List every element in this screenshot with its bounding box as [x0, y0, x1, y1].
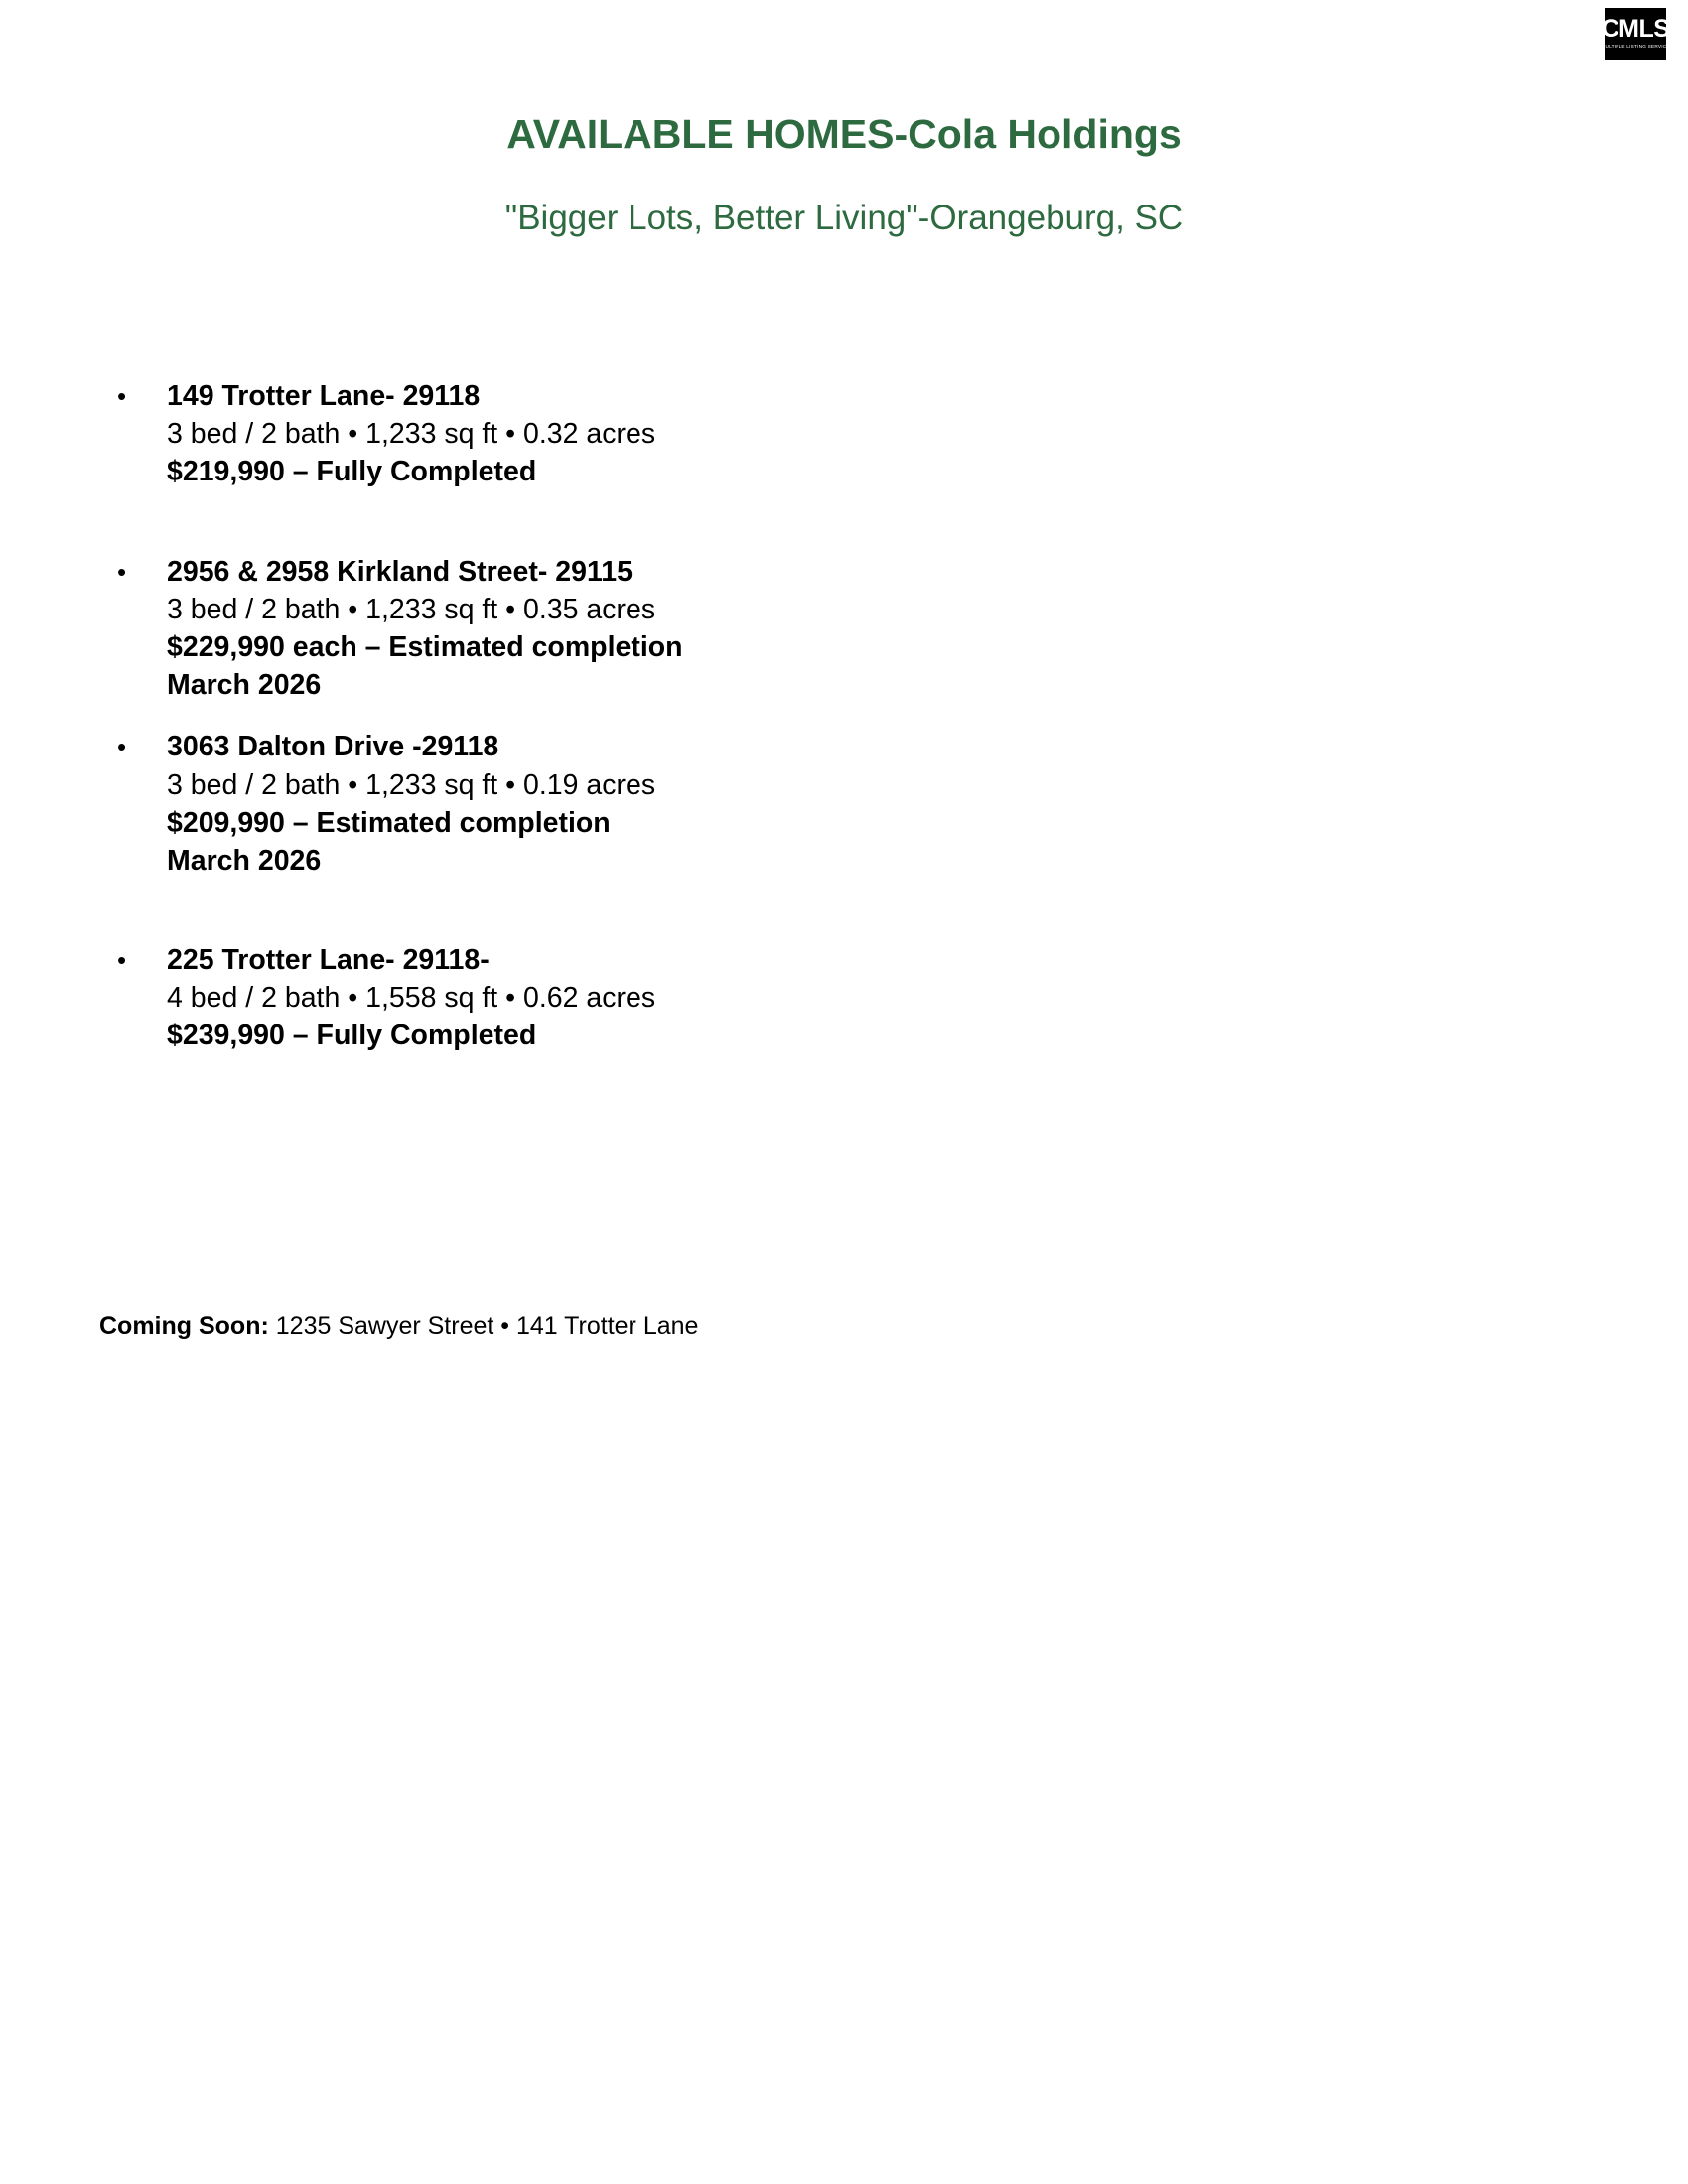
listing-completion-date: March 2026 [167, 844, 322, 877]
page-title: AVAILABLE HOMES-Cola Holdings [506, 111, 1182, 157]
listing-specs: 4 bed / 2 bath • 1,558 sq ft • 0.62 acres [167, 982, 656, 1015]
cmls-logo-subtext: MULTIPLE LISTING SERVICE [1601, 44, 1670, 50]
list-item [109, 553, 1301, 705]
page-subtitle: "Bigger Lots, Better Living"-Orangeburg, SC [504, 199, 1184, 237]
listing-specs: 3 bed / 2 bath • 1,233 sq ft • 0.19 acres [167, 768, 656, 801]
coming-soon-value: 1235 Sawyer Street • 141 Trotter Lane [268, 1312, 699, 1340]
cmls-logo [1601, 8, 1670, 60]
listing-price: $229,990 each – Estimated completion [167, 630, 683, 663]
listing-address: 149 Trotter Lane- 29118 [167, 380, 481, 412]
bullet-icon: • [117, 381, 127, 411]
listing-specs: 3 bed / 2 bath • 1,233 sq ft • 0.35 acres [167, 593, 656, 625]
listing-address: 3063 Dalton Drive -29118 [167, 731, 499, 763]
listing-address: 2956 & 2958 Kirkland Street- 29115 [167, 555, 633, 588]
listings-container [109, 377, 1301, 1101]
listing-price: $219,990 – Fully Completed [167, 456, 537, 488]
listing-price: $239,990 – Fully Completed [167, 1020, 537, 1052]
bullet-icon: • [117, 556, 127, 587]
listing-address: 225 Trotter Lane- 29118- [167, 944, 490, 977]
list-item [109, 377, 1301, 491]
listing-specs: 3 bed / 2 bath • 1,233 sq ft • 0.32 acres [167, 418, 656, 451]
listing-completion-date: March 2026 [167, 669, 322, 702]
list-item [109, 941, 1301, 1055]
coming-soon-label: Coming Soon: [99, 1312, 269, 1340]
listing-price: $209,990 – Estimated completion [167, 806, 611, 839]
bullet-icon: • [117, 732, 127, 762]
list-item [109, 728, 1301, 880]
bullet-icon: • [117, 945, 127, 976]
cmls-logo-text: CMLS [1601, 15, 1670, 44]
coming-soon-note [99, 1310, 698, 1343]
